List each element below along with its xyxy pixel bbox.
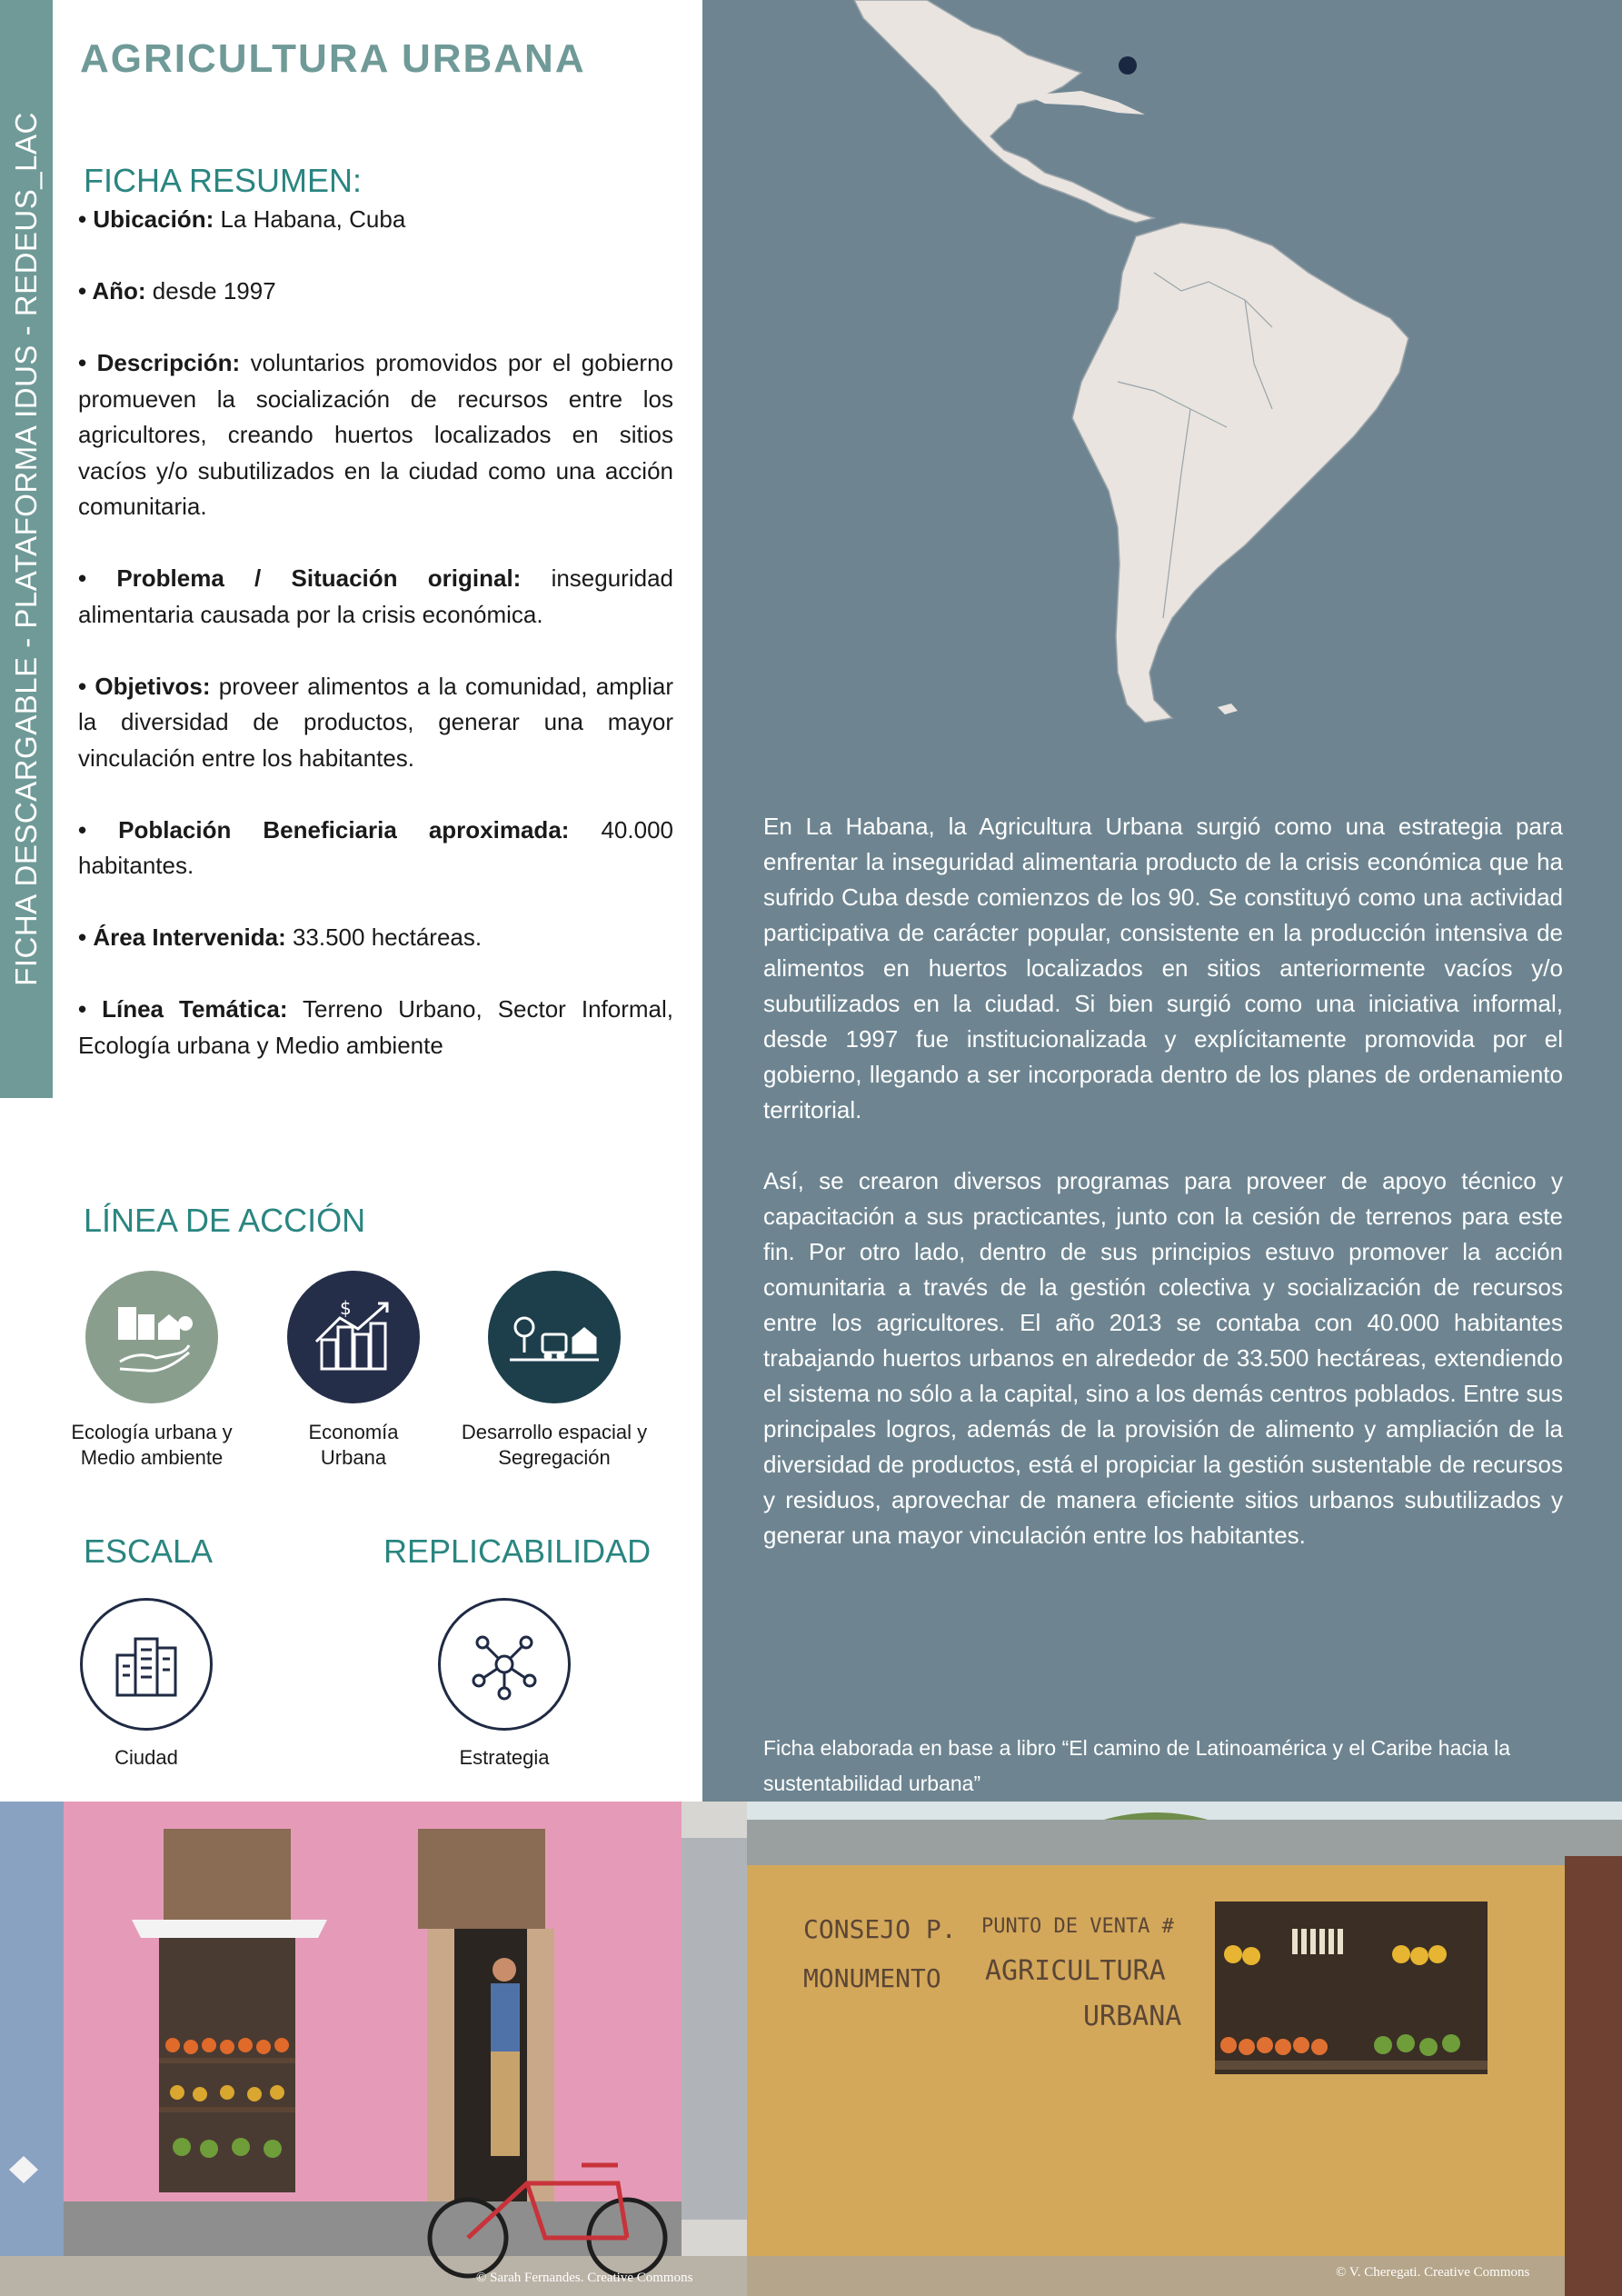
ecology-hand-icon (85, 1271, 218, 1403)
summary-theme: • Línea Temática: Terreno Urbano, Sector Informal, Ecología urbana y Medio ambiente (78, 995, 673, 1059)
sidebar-text: FICHA DESCARGABLE - PLATAFORMA IDUS - REDEUS_LAC (9, 112, 43, 986)
central-america-landmass (854, 0, 1154, 223)
description-paragraph-1: En La Habana, la Agricultura Urbana surgió como una estrategia para enfrentar la inseguridad alimentaria producto de la crisis económica que ha sufrido Cuba desde comienzos de los 90. Se constituyó como una actividad participativa de carácter popular, consistente en la producción intensiva de alimentos en huertos localizados en sitios anteriormente vacíos y/o subutilizados en la ciudad. Si bien surgió como una iniciativa informal, desde 1997 fue institucionalizada y explícitamente promovida por el gobierno, llegando a ser incorporada dentro de los planes de ordenamiento territorial. (763, 813, 1563, 1123)
summary-objectives: • Objetivos: proveer alimentos a la comunidad, ampliar la diversidad de productos, generar una mayor vinculación entre los habitantes. (78, 672, 673, 772)
description-text (763, 809, 1563, 1589)
replicability-title: REPLICABILIDAD (383, 1532, 652, 1570)
photo-fruit-stand-house (0, 1802, 747, 2296)
action-economy (249, 1271, 458, 1471)
replicability-label: Estrategia (459, 1746, 550, 1769)
summary-problem: • Problema / Situación original: inseguridad alimentaria causada por la crisis económica. (78, 564, 673, 628)
summary-year: • Año: desde 1997 (78, 277, 276, 304)
summary-location: • Ubicación: La Habana, Cuba (78, 205, 406, 233)
summary-area: • Área Intervenida: 33.500 hectáreas. (78, 923, 483, 951)
action-ecology (47, 1271, 256, 1471)
action-line-title: LÍNEA DE ACCIÓN (84, 1202, 366, 1239)
page-title: AGRICULTURA URBANA (80, 36, 586, 81)
summary-title: FICHA RESUMEN: (84, 162, 363, 199)
svg-text:$: $ (340, 1297, 352, 1319)
wall-text-agricultura: AGRICULTURA (985, 1955, 1166, 1987)
summary-population: • Población Beneficiaria aproximada: 40.000 habitantes. (78, 815, 673, 879)
action-economy-line2: Urbana (320, 1446, 387, 1469)
scale-title: ESCALA (84, 1532, 214, 1570)
action-development-line1: Desarrollo espacial y (461, 1421, 648, 1443)
scale-city (42, 1598, 251, 1771)
action-ecology-line1: Ecología urbana y (71, 1421, 233, 1443)
summary-list (78, 202, 673, 1100)
cuba-island (1027, 91, 1145, 115)
falkland-islands (1218, 704, 1238, 714)
scale-label: Ciudad (114, 1746, 178, 1769)
action-ecology-line2: Medio ambiente (80, 1446, 224, 1469)
havana-location-marker (1119, 56, 1137, 75)
action-development (450, 1271, 659, 1471)
economy-city-chart-icon (287, 1271, 420, 1403)
source-note: Ficha elaborada en base a libro “El camino de Latinoamérica y el Caribe hacia la sustentabilidad urbana” (763, 1736, 1511, 1795)
photo-selling-point-building (747, 1802, 1622, 2296)
replicability-strategy (400, 1598, 609, 1771)
sidebar-band (0, 0, 53, 1098)
development-tree-bus-house-icon (488, 1271, 621, 1403)
network-nodes-icon (438, 1598, 571, 1731)
action-development-line2: Segregación (498, 1446, 611, 1469)
americas-map (845, 0, 1481, 727)
action-economy-line1: Economía (308, 1421, 399, 1443)
description-paragraph-2: Así, se crearon diversos programas para proveer de apoyo técnico y capacitación a sus practicantes, junto con la cesión de terrenos para este fin. Por otro lado, dentro de sus principios estuvo promover la acción comunitaria a través de la gestión colectiva y socialización de recursos entre los agricultores. El año 2013 se contaba con 40.000 habitantes trabajando huertos urbanos en alrededor de 33.500 hectáreas, extendiendo el sistema no sólo a la capital, sino a los demás centros poblados. Entre sus principales logros, además de la provisión de alimento y ampliación de la diversidad de productos, está el propiciar la gestión sustentable de recursos y residuos, aprovechar de manera eficiente sitios urbanos subutilizados y generar una mayor vinculación entre los habitantes. (763, 1167, 1563, 1549)
photo-left-credit: © Sarah Fernandes. Creative Commons (476, 2271, 693, 2285)
photo-right-credit: © V. Cheregati. Creative Commons (1336, 2265, 1530, 2280)
city-buildings-icon (80, 1598, 213, 1731)
summary-description: • Descripción: voluntarios promovidos por el gobierno promueven la socialización de recursos entre los agricultores, creando huertos localizados en sitios vacíos y/o subutilizados en la ciudad como una acción comunitaria. (78, 349, 673, 520)
wall-text-punto-venta: PUNTO DE VENTA # (981, 1915, 1174, 1938)
wall-text-consejo: CONSEJO P. (803, 1914, 957, 1944)
wall-text-monumento: MONUMENTO (803, 1963, 941, 1993)
wall-text-urbana: URBANA (1083, 2001, 1182, 2032)
